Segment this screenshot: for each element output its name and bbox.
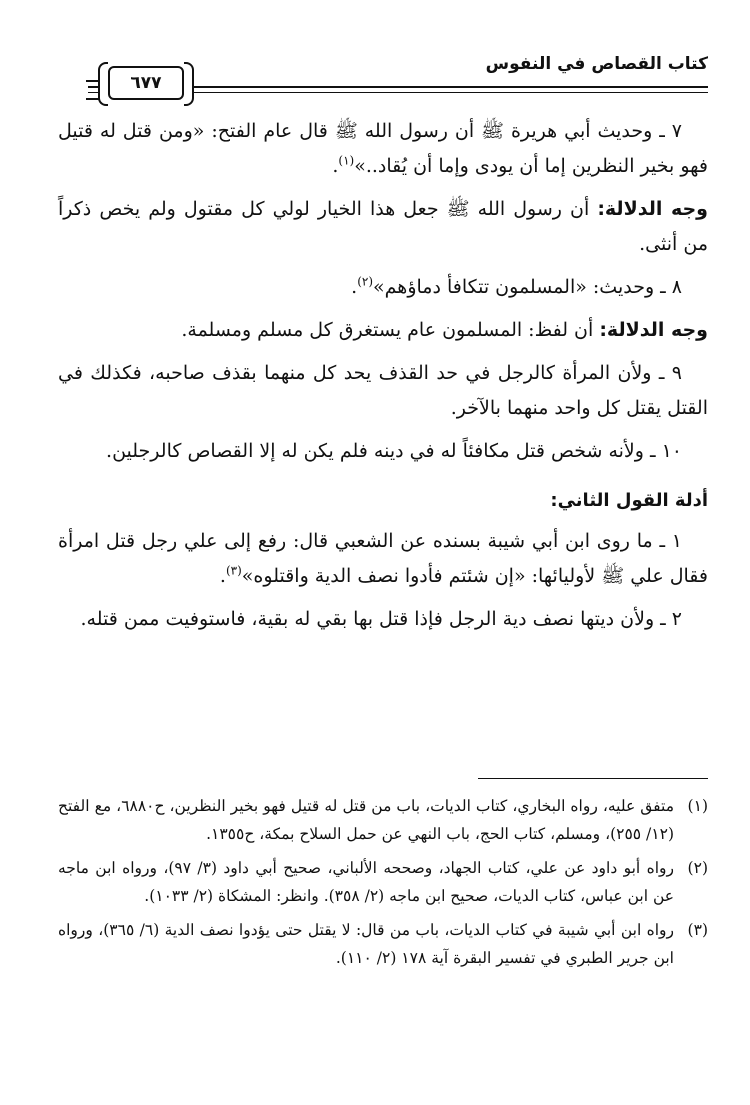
paragraph-text: ١ ـ ما روى ابن أبي شيبة بسنده عن الشعبي قال: رفع إلى علي رجل قتل امرأة فقال علي ﷺ لأوليائها: «إن شئتم فأدوا نصف الدية واقتلوه» — [58, 530, 708, 587]
footnote-number: (٢) — [687, 859, 708, 877]
footnote-ref: (٢) — [357, 274, 374, 289]
indication-text: أن رسول الله ﷺ جعل هذا الخيار لولي كل مقتول ولم يخص ذكراً من أنثى. — [58, 198, 708, 255]
footnote-text: متفق عليه، رواه البخاري، كتاب الديات، باب من قتل له قتيل فهو بخير النظرين، ح٦٨٨٠، مع الفتح (١٢/ ٢٥٥)، ومسلم، كتاب الحج، باب النهي عن حمل السلاح بمكة، ح١٣٥٥. — [58, 797, 674, 843]
paragraph-evidence-10: ١٠ ـ ولأنه شخص قتل مكافئاً له في دينه فلم يكن له إلا القصاص كالرجلين. — [106, 440, 682, 462]
footnote-number: (٣) — [687, 921, 708, 939]
running-header-title: كتاب القصاص في النفوس — [485, 54, 708, 74]
footnote-number: (١) — [687, 797, 708, 815]
paragraph-second-view-2: ٢ ـ ولأن ديتها نصف دية الرجل فإذا قتل بها بقي له بقية، فاستوفيت ممن قتله. — [80, 608, 682, 630]
footnotes — [58, 792, 708, 978]
footnote — [58, 792, 708, 848]
page-number: ٦٧٧ — [108, 66, 184, 100]
paragraph-evidence-7 — [58, 114, 708, 184]
indication-label: وجه الدلالة: — [597, 198, 708, 220]
footnote-text: رواه أبو داود عن علي، كتاب الجهاد، وصححه الألباني، صحيح أبي داود (٣/ ٩٧)، ورواه ابن ماجه عن ابن عباس، كتاب الديات، صحيح ابن ماجه (٢/ ٣٥٨). وانظر: المشكاة (٢/ ١٠٣٣). — [58, 859, 674, 905]
main-text — [58, 114, 708, 645]
paragraph-second-view-1 — [58, 524, 708, 594]
footnote-text: رواه ابن أبي شيبة في كتاب الديات، باب من قال: لا يقتل حتى يؤدوا نصف الدية (٦/ ٣٦٥)، ورواه ابن جرير الطبري في تفسير البقرة آية ١٧٨ (٢/ ١١٠). — [58, 921, 675, 967]
footnote-separator — [478, 778, 708, 779]
paragraph-evidence-8 — [58, 270, 708, 305]
paragraph-evidence-9: ٩ ـ ولأن المرأة كالرجل في حد القذف يحد كل منهما بقذف صاحبه، فكذلك في القتل يقتل كل واحد منهما بالآخر. — [58, 362, 708, 419]
paragraph-text: ٨ ـ وحديث: «المسلمون تتكافأ دماؤهم» — [373, 276, 682, 298]
paragraph-end: . — [219, 565, 226, 587]
footnote-ref: (١) — [338, 153, 355, 168]
indication-text: أن لفظ: المسلمون عام يستغرق كل مسلم ومسلمة. — [181, 319, 600, 341]
section-heading: أدلة القول الثاني: — [550, 490, 708, 511]
paragraph-end: . — [332, 155, 339, 177]
indication-label: وجه الدلالة: — [599, 319, 708, 341]
paragraph-indication-2 — [58, 313, 708, 348]
paragraph-end: . — [351, 276, 358, 298]
footnote-ref: (٣) — [225, 563, 242, 578]
footnote — [58, 854, 708, 910]
paragraph-text: ٧ ـ وحديث أبي هريرة ﷺ أن رسول الله ﷺ قال عام الفتح: «ومن قتل له قتيل فهو بخير النظرين إما أن يودى وإما أن يُقاد..» — [58, 120, 708, 177]
footnote — [58, 916, 708, 972]
paragraph-indication-1 — [58, 192, 708, 262]
